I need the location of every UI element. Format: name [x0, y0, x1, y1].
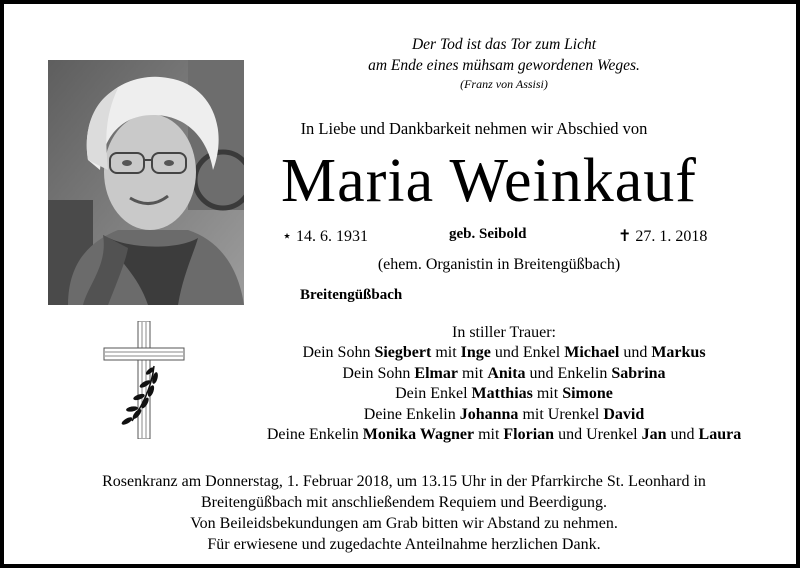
epitaph-quote — [304, 34, 704, 92]
mourners-block — [219, 323, 789, 445]
quote-source: (Franz von Assisi) — [460, 77, 548, 91]
mourner-line — [219, 384, 789, 404]
mourner-line — [219, 364, 789, 384]
birth-date: ⋆ 14. 6. 1931 — [282, 228, 369, 245]
mourner-text: Deine Enkelin — [266, 426, 363, 444]
footer-line: Für erwiesene und zugedachte Anteilnahme herzlichen Dank. — [207, 536, 601, 553]
mourner-text: und Enkel — [490, 344, 565, 362]
mourner-name: Inge — [460, 344, 491, 362]
mourner-name: Monika Wagner — [362, 426, 475, 444]
portrait-photo — [48, 60, 244, 305]
mourners-list — [219, 343, 789, 445]
mourner-text: mit — [431, 344, 461, 362]
mourner-name: Jan — [641, 426, 667, 444]
place-name: Breitengüßbach — [300, 287, 403, 303]
mourner-name: Matthias — [471, 385, 533, 403]
footer-line: Breitengüßbach mit anschließendem Requiem und Beerdigung. — [200, 494, 608, 511]
mourner-text: Dein Enkel — [395, 385, 472, 403]
mourner-text: mit Urenkel — [518, 405, 604, 423]
service-info — [54, 471, 754, 555]
mourner-text: Dein Sohn — [302, 344, 375, 362]
intro-text: In Liebe und Dankbarkeit nehmen wir Abschied von — [300, 119, 648, 138]
mourner-text: und — [666, 426, 699, 444]
cross-with-laurel-icon — [102, 321, 186, 439]
mourner-line — [219, 425, 789, 445]
death-date: ✝ 27. 1. 2018 — [618, 228, 708, 245]
mourner-text: Deine Enkelin — [363, 405, 460, 423]
mourner-name: Johanna — [459, 405, 519, 423]
quote-line: Der Tod ist das Tor zum Licht — [411, 36, 597, 53]
mourner-text: und — [619, 344, 652, 362]
mourner-name: Sabrina — [611, 364, 666, 382]
mourner-name: Anita — [487, 364, 526, 382]
mourner-name: Elmar — [414, 364, 458, 382]
mourner-name: Laura — [698, 426, 742, 444]
mourner-text: und Urenkel — [554, 426, 642, 444]
mourner-text: und Enkelin — [525, 364, 612, 382]
mourner-text: mit — [532, 385, 563, 403]
mourner-line — [219, 405, 789, 425]
mourner-name: Siegbert — [374, 344, 432, 362]
mourner-text: Dein Sohn — [342, 364, 415, 382]
mourner-name: Florian — [503, 426, 555, 444]
footer-line: Von Beileidsbekundungen am Grab bitten wir Abstand zu nehmen. — [190, 515, 618, 532]
quote-line: am Ende eines mühsam gewordenen Weges. — [368, 57, 640, 74]
mourner-name: David — [603, 405, 645, 423]
maiden-name: geb. Seibold — [449, 226, 527, 242]
mourner-name: Markus — [651, 344, 706, 362]
mourner-text: mit — [457, 364, 488, 382]
mourner-name: Simone — [562, 385, 613, 403]
mourner-line — [219, 343, 789, 363]
deceased-name: Maria Weinkauf — [281, 147, 697, 215]
footer-line: Rosenkranz am Donnerstag, 1. Februar 2018, um 13.15 Uhr in der Pfarrkirche St. Leonhard in — [102, 473, 706, 490]
mourner-text: mit — [474, 426, 504, 444]
mourners-heading: In stiller Trauer: — [452, 324, 556, 341]
mourner-name: Michael — [564, 344, 620, 362]
role-text: (ehem. Organistin in Breitengüßbach) — [377, 256, 621, 273]
